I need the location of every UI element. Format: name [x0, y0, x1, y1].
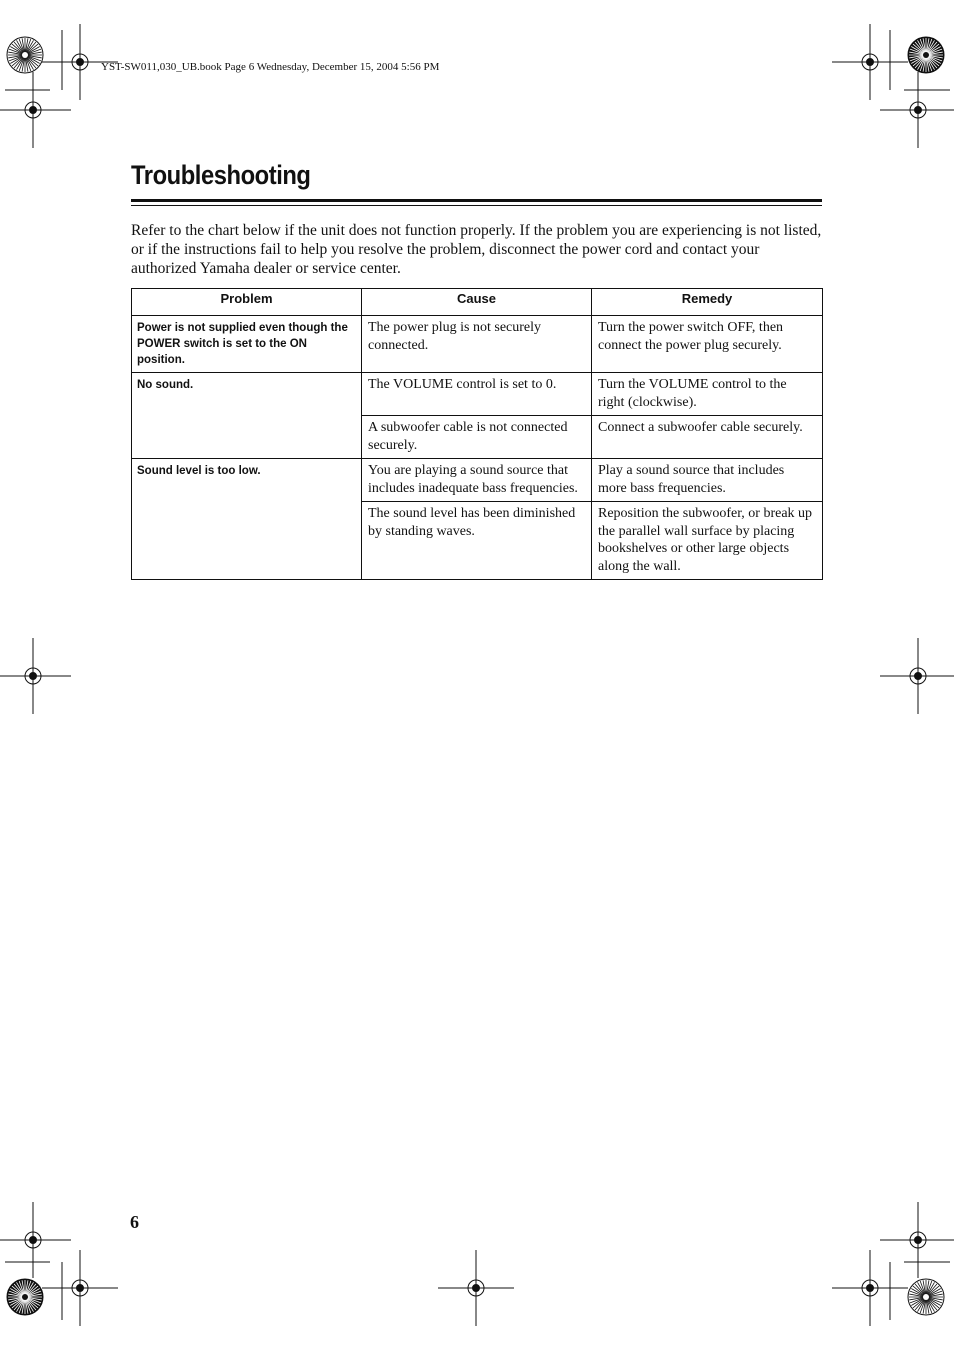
registration-target-icon	[42, 1250, 118, 1326]
remedy-cell: Connect a subwoofer cable securely.	[592, 416, 823, 459]
page-number: 6	[130, 1212, 139, 1232]
column-header-problem: Problem	[132, 289, 362, 316]
starburst-icon	[908, 37, 944, 73]
cause-cell: The VOLUME control is set to 0.	[362, 373, 592, 416]
remedy-cell: Reposition the subwoofer, or break up the parallel wall surface by placing bookshelves or other large objects along the wall.	[592, 502, 823, 580]
starburst-icon	[908, 1279, 944, 1315]
table-row	[132, 459, 823, 502]
problem-cell: Sound level is too low.	[132, 459, 362, 580]
registration-target-icon	[880, 72, 954, 148]
cause-cell: The sound level has been diminished by standing waves.	[362, 502, 592, 580]
registration-target-icon	[832, 1250, 908, 1326]
page-title: Troubleshooting	[131, 160, 311, 190]
starburst-icon	[7, 1279, 43, 1315]
registration-target-icon	[0, 1202, 71, 1278]
column-header-remedy: Remedy	[592, 289, 823, 316]
remedy-cell: Play a sound source that includes more bass frequencies.	[592, 459, 823, 502]
title-rule-thin	[131, 205, 822, 206]
cause-cell: You are playing a sound source that includes inadequate bass frequencies.	[362, 459, 592, 502]
intro-paragraph: Refer to the chart below if the unit does not function properly. If the problem you are experiencing is not listed, or if the instructions fail to help you resolve the problem, disconnect the power cord and contact your authorized Yamaha dealer or service center.	[131, 222, 822, 277]
table-row	[132, 373, 823, 416]
registration-target-icon	[880, 1202, 954, 1278]
registration-target-icon	[438, 1250, 514, 1326]
problem-cell: No sound.	[132, 373, 362, 459]
registration-target-icon	[880, 638, 954, 714]
table-row	[132, 316, 823, 373]
registration-target-icon	[832, 24, 908, 100]
table-header-row	[132, 289, 823, 316]
column-header-cause: Cause	[362, 289, 592, 316]
cause-cell: The power plug is not securely connected.	[362, 316, 592, 373]
problem-cell: Power is not supplied even though the POWER switch is set to the ON position.	[132, 316, 362, 373]
remedy-cell: Turn the power switch OFF, then connect the power plug securely.	[592, 316, 823, 373]
remedy-cell: Turn the VOLUME control to the right (clockwise).	[592, 373, 823, 416]
troubleshooting-table	[131, 288, 823, 580]
cause-cell: A subwoofer cable is not connected securely.	[362, 416, 592, 459]
registration-target-icon	[0, 638, 71, 714]
title-rule-thick	[131, 199, 822, 202]
file-info-header: YST-SW011,030_UB.book Page 6 Wednesday, December 15, 2004 5:56 PM	[101, 61, 440, 73]
starburst-icon	[7, 37, 43, 73]
registration-target-icon	[0, 72, 71, 148]
